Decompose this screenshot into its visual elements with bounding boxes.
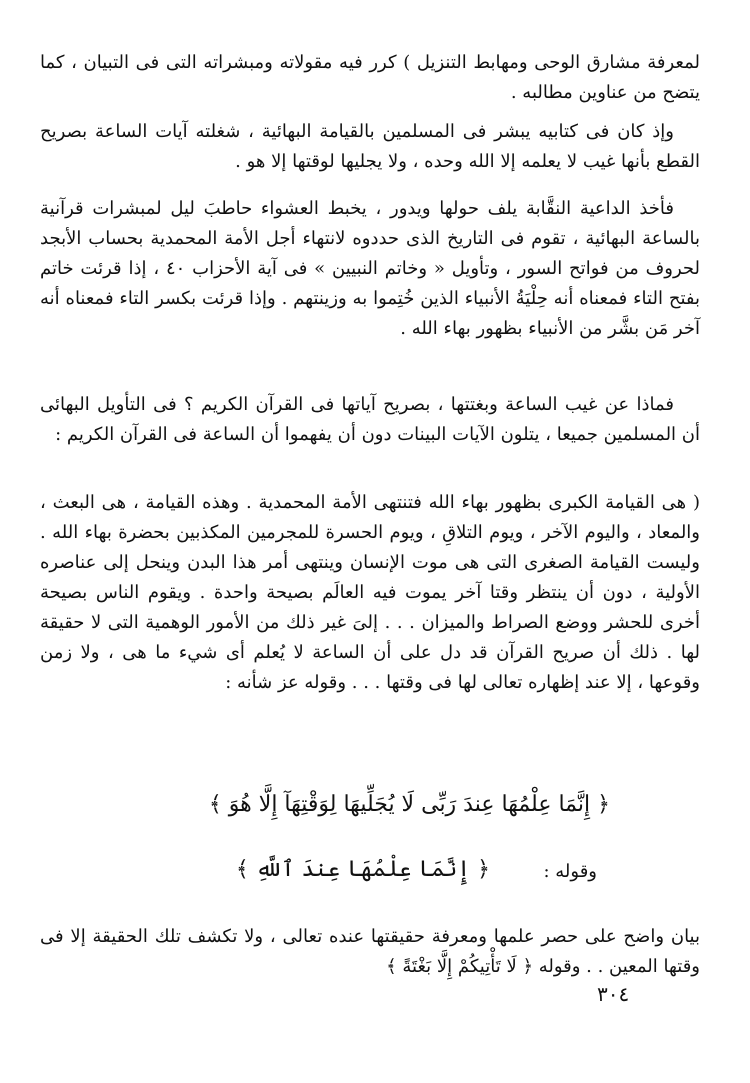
quran-verse-1: ﴿ إِنَّمَا عِلْمُهَا عِندَ رَبِّى لَا يُجَلِّيهَا لِوَقْتِهَآ إِلَّا هُوَ ﴾: [208, 792, 610, 817]
paragraph-conclusion: بيان واضح على حصر علمها ومعرفة حقيقتها عنده تعالى ، ولا تكشف تلك الحقيقة إلا فى وقتها المعين . . وقوله ﴿ لَا تَأْتِيكُمْ إِلَّا بَغْتَةً ﴾: [40, 926, 700, 977]
paragraph-intro: لمعرفة مشارق الوحى ومهابط التنزيل ) كرر فيه مقولاته ومبشراته التى فى التبيان ، كما يتضح من عناوين مطالبه .: [40, 52, 700, 103]
paragraph-hour-verses: وإذ كان فى كتابيه يبشر فى المسلمين بالقيامة البهائية ، شغلته آيات الساعة بصريح القطع بأنها غيب لا يعلمه إلا الله وحده ، ولا يجليها لوقتها إلا هو .: [40, 121, 700, 172]
paragraph-bahai-interpretation: فأخذ الداعية النقَّابة يلف حولها ويدور ، يخبط العشواء حاطبَ ليل لمبشرات قرآنية بالساعة البهائية ، تقوم فى التاريخ الذى حددوه لانتهاء أجل الأمة المحمدية بحساب الأبجد لحروف من فواتح السور ، وتأويل « وخاتم النبيين » فى آية الأحزاب ٤٠ ، إذا قرئت خاتم بفتح التاء فمعناه أنه حِلْيَةُ الأنبياء الذين خُتِموا به وزينتهم . وإذا قرئت بكسر التاء فمعناه أنه آخر مَن بشَّر من الأنبياء بظهور بهاء الله .: [40, 198, 700, 339]
paragraph-quotation: ( هى القيامة الكبرى بظهور بهاء الله فتنتهى الأمة المحمدية . وهذه القيامة ، هى البعث ، والمعاد ، واليوم الآخر ، ويوم التلاقِ ، ويوم الحسرة للمجرمين المكذبين بحضرة بهاء الله . وليست القيامة الصغرى التى هى موت الإنسان وينتهى أمر هذا البدن وينحل إلى عناصره الأولية ، دون أن ينتظر وقتا آخر يموت فيه العالَم بصيحة واحدة . ويقوم الناس بصيحة أخرى للحشر ووضع الصراط والميزان . . . إلىَ غير ذلك من الأمور الوهمية التى لا حقيقة لها . ذلك أن صريح القرآن قد دل على أن الساعة لا يُعلم أى شيء ما هى ، ولا زمن وقوعها ، إلا عند إظهاره تعالى لها فى وقتها . . . وقوله عز شأنه :: [40, 492, 700, 693]
quran-verse-2: ﴿ إِنَّمَا عِلْمُهَا عِندَ ٱللَّهِ ﴾: [235, 857, 490, 882]
paragraph-question: فماذا عن غيب الساعة وبغتتها ، بصريح آياتها فى القرآن الكريم ؟ فى التأويل البهائى أن المسلمين جميعا ، يتلون الآيات البينات دون أن يفهموا أن الساعة فى القرآن الكريم :: [40, 394, 700, 445]
page-number: ٣٠٤: [597, 982, 630, 1006]
verse-intro-label: وقوله :: [543, 861, 597, 882]
